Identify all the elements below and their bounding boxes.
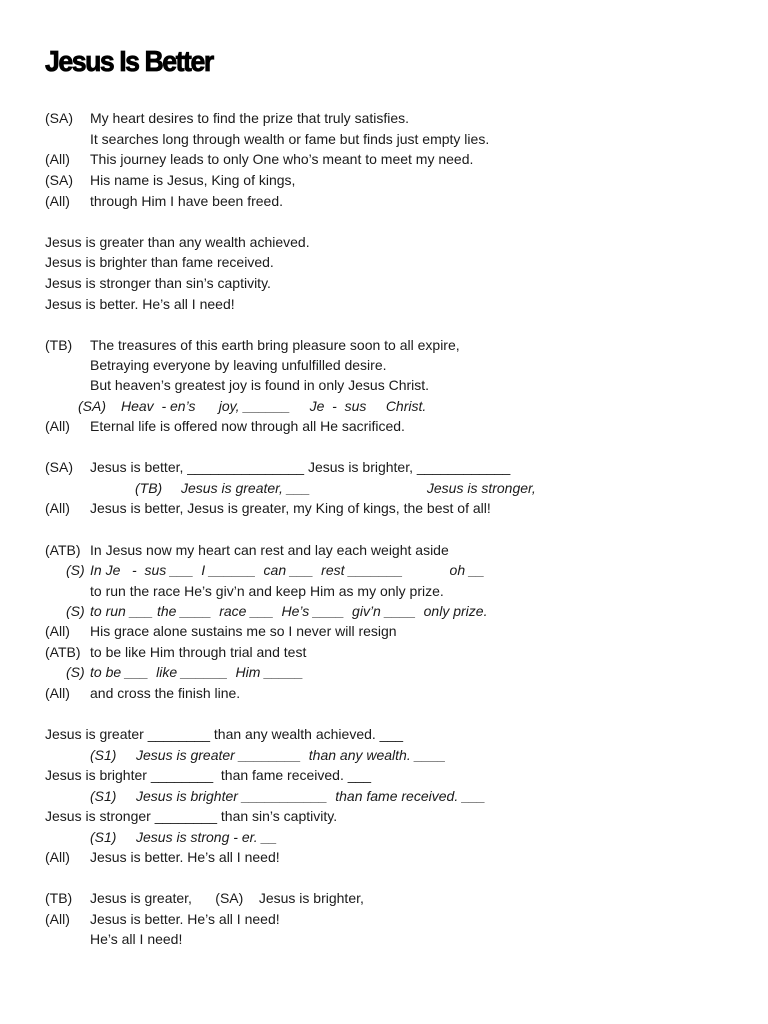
lyric-text: His name is Jesus, King of kings, — [90, 172, 296, 188]
page-title: Jesus Is Better — [45, 46, 213, 78]
lyric-text: and cross the finish line. — [90, 685, 241, 701]
part-label: (SA) — [78, 398, 106, 414]
part-label: (TB) — [45, 890, 73, 906]
part-label: (All) — [45, 685, 70, 701]
lyric-text: to run the race He’s giv’n and keep Him as my only prize. — [90, 583, 444, 599]
lyric-text: Jesus is greater, ___ Jesus is stronger, — [181, 480, 536, 496]
lyric-text: Jesus is better. He’s all I need! — [45, 296, 235, 312]
lyric-text: Jesus is brighter ________ than fame received. ___ — [45, 767, 372, 783]
part-label: (All) — [45, 193, 70, 209]
lyric-text: The treasures of this earth bring pleasure soon to all expire, — [90, 337, 460, 353]
lyric-text: Eternal life is offered now through all He sacrificed. — [90, 418, 405, 434]
lyric-text: It searches long through wealth or fame but finds just empty lies. — [90, 131, 490, 147]
lyric-text: Jesus is greater ________ than any wealth achieved. ___ — [45, 726, 404, 742]
part-label: (ATB) — [45, 542, 81, 558]
part-label: (All) — [45, 623, 70, 639]
part-label: (S) — [66, 562, 85, 578]
lyric-text: through Him I have been freed. — [90, 193, 284, 209]
part-label: (TB) — [135, 480, 163, 496]
lyric-text: My heart desires to find the prize that truly satisfies. — [90, 110, 410, 126]
part-label: (All) — [45, 849, 70, 865]
lyric-text: to be ___ like ______ Him _____ — [90, 664, 304, 680]
lyric-text: Jesus is greater ________ than any wealth. ____ — [136, 747, 446, 763]
part-label: (S1) — [90, 788, 117, 804]
lyric-text: Jesus is stronger ________ than sin’s captivity. — [45, 808, 338, 824]
lyric-text: to be like Him through trial and test — [90, 644, 307, 660]
part-label: (All) — [45, 911, 70, 927]
lyric-text: In Jesus now my heart can rest and lay each weight aside — [90, 542, 449, 558]
part-label: (S) — [66, 603, 85, 619]
lyric-text: Jesus is strong - er. __ — [136, 829, 278, 845]
lyric-text: Jesus is greater, (SA) Jesus is brighter, — [90, 890, 364, 906]
lyric-text: This journey leads to only One who’s meant to meet my need. — [90, 151, 474, 167]
part-label: (All) — [45, 151, 70, 167]
lyric-text: Heav - en’s joy, ______ Je - sus Christ. — [121, 398, 427, 414]
lyric-text: His grace alone sustains me so I never will resign — [90, 623, 397, 639]
part-label: (S1) — [90, 747, 117, 763]
part-label: (All) — [45, 418, 70, 434]
lyric-text: Jesus is stronger than sin’s captivity. — [45, 275, 271, 291]
part-label: (All) — [45, 500, 70, 516]
lyric-text: Jesus is brighter than fame received. — [45, 254, 274, 270]
lyric-text: Jesus is better, Jesus is greater, my King of kings, the best of all! — [90, 500, 491, 516]
lyric-text: to run ___ the ____ race ___ He’s ____ giv’n ____ only prize. — [90, 603, 488, 619]
part-label: (TB) — [45, 337, 73, 353]
part-label: (S1) — [90, 829, 117, 845]
lyric-text: Jesus is greater than any wealth achieved. — [45, 234, 310, 250]
lyric-text: Betraying everyone by leaving unfulfilled desire. — [90, 357, 387, 373]
part-label: (SA) — [45, 110, 73, 126]
lyric-text: Jesus is better. He’s all I need! — [90, 849, 280, 865]
part-label: (SA) — [45, 459, 73, 475]
lyric-text: Jesus is brighter ___________ than fame received. ___ — [136, 788, 486, 804]
lyric-text: He’s all I need! — [90, 931, 183, 947]
part-label: (ATB) — [45, 644, 81, 660]
part-label: (S) — [66, 664, 85, 680]
lyric-text: In Je - sus ___ I ______ can ___ rest _______ oh __ — [90, 562, 485, 578]
lyric-text: Jesus is better, _______________ Jesus is brighter, ____________ — [90, 459, 511, 475]
part-label: (SA) — [45, 172, 73, 188]
lyric-text: Jesus is better. He’s all I need! — [90, 911, 280, 927]
lyric-text: But heaven’s greatest joy is found in only Jesus Christ. — [90, 377, 430, 393]
